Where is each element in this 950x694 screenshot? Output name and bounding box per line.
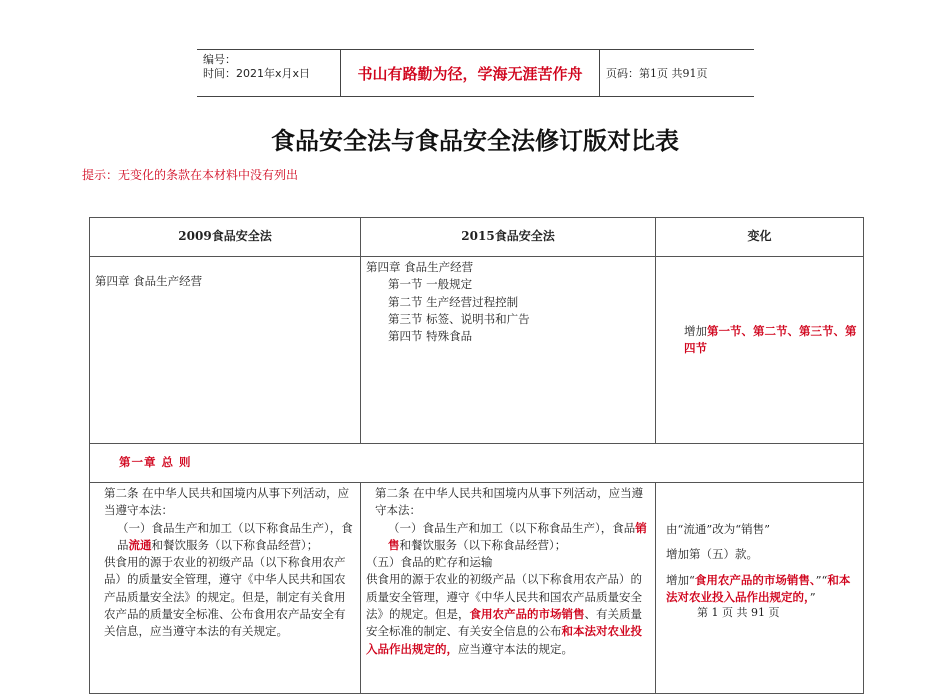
header-meta [197, 50, 340, 96]
cell-old-chapter [90, 257, 361, 444]
change-highlight: 第一节、第二节、第三节、第四节 [684, 324, 857, 356]
cell-change [656, 257, 864, 444]
new-section-line: 第一节 一般规定 [388, 277, 473, 292]
hint-text: 提示：无变化的条款在本材料中没有列出 [82, 168, 299, 182]
new-section-line: 第四节 特殊食品 [388, 329, 473, 344]
old-chapter-text: 第四章 食品生产经营 [95, 274, 203, 288]
column-header-change: 变化 [656, 218, 864, 257]
new-article-para [366, 571, 650, 657]
new-item-text: 和餐饮服务（以下称食品经营）； [399, 537, 567, 552]
new-section-line: 第三节 标签、说明书和广告 [388, 311, 530, 326]
old-article-para: 供食用的源于农业的初级产品（以下称食用农产品）的质量安全管理，遵守《中华人民共和国农产品质量安全法》的规定。但是，制定有关食用农产品的质量安全标准、公布食用农产品安全有关信息，应当遵守本法的有关规定。 [104, 555, 346, 639]
page-title: 食品安全法与食品安全法修订版对比表 [271, 127, 679, 155]
old-item-highlight: 流通 [128, 537, 152, 552]
table-row [90, 483, 864, 694]
new-para-text: 、有关质量安全标准的制定、有关安全信息的公布 [366, 607, 642, 639]
old-item-text: （一）食品生产和加工（以下称食品生产），食品 [117, 520, 353, 552]
cell-new-chapter [361, 257, 656, 444]
chapter-cell [90, 444, 864, 483]
change-line [666, 572, 858, 607]
change-line: 由“流通”改为“销售” [666, 522, 771, 536]
new-item-text: （一）食品生产和加工（以下称食品生产），食品 [388, 520, 636, 535]
change-text: 增加“ [666, 572, 695, 587]
new-article-item-5: （五）食品的贮存和运输 [366, 555, 493, 570]
header-motto: 书山有路勤为径，学海无涯苦作舟 [340, 50, 600, 96]
new-article-item [366, 520, 650, 555]
chapter-row [90, 444, 864, 483]
old-article-item [95, 520, 355, 555]
header-code-label: 编号： [203, 53, 236, 66]
new-chapter-line: 第四章 食品生产经营 [366, 260, 474, 274]
header-time-label: 时间：2021年x月x日 [203, 67, 311, 80]
header-page-label: 页码：第1页 共91页 [606, 67, 708, 80]
change-highlight: 食用农产品的市场销售、 [694, 572, 816, 587]
change-text: ”“ [815, 572, 828, 587]
cell-change [656, 483, 864, 694]
comparison-table [89, 217, 864, 694]
cell-new-article [361, 483, 656, 694]
column-header-2009: 2009食品安全法 [90, 218, 361, 257]
new-para-text: 应当遵守本法的规定。 [458, 641, 573, 656]
new-section-line: 第二节 生产经营过程控制 [388, 294, 519, 309]
change-line: 增加第（五）款。 [666, 547, 758, 562]
change-prefix: 增加 [684, 324, 707, 338]
new-para-highlight: 和本法对农业投入品作出规定的， [366, 624, 642, 656]
new-item-highlight: 销售 [388, 520, 647, 552]
old-article-intro: 第二条 在中华人民共和国境内从事下列活动，应当遵守本法： [104, 486, 350, 518]
column-header-2015: 2015食品安全法 [361, 218, 656, 257]
cell-old-article [90, 483, 361, 694]
document-header [197, 49, 754, 97]
change-text: ” [809, 589, 816, 604]
table-row [90, 257, 864, 444]
change-highlight: 和本法对农业投入品作出规定的， [666, 572, 851, 604]
new-article-intro: 第二条 在中华人民共和国境内从事下列活动，应当遵守本法： [375, 486, 644, 518]
new-para-highlight: 食用农产品的市场销售 [469, 607, 585, 622]
new-para-text: 供食用的源于农业的初级产品（以下称食用农产品）的质量安全管理，遵守《中华人民共和国农产品质量安全法》的规定。但是， [366, 572, 642, 622]
chapter-title: 第一章 总 则 [119, 455, 192, 470]
page-footer: 第 1 页 共 91 页 [697, 606, 780, 619]
table-header-row [90, 218, 864, 257]
old-item-text: 和餐饮服务（以下称食品经营）； [151, 537, 319, 552]
